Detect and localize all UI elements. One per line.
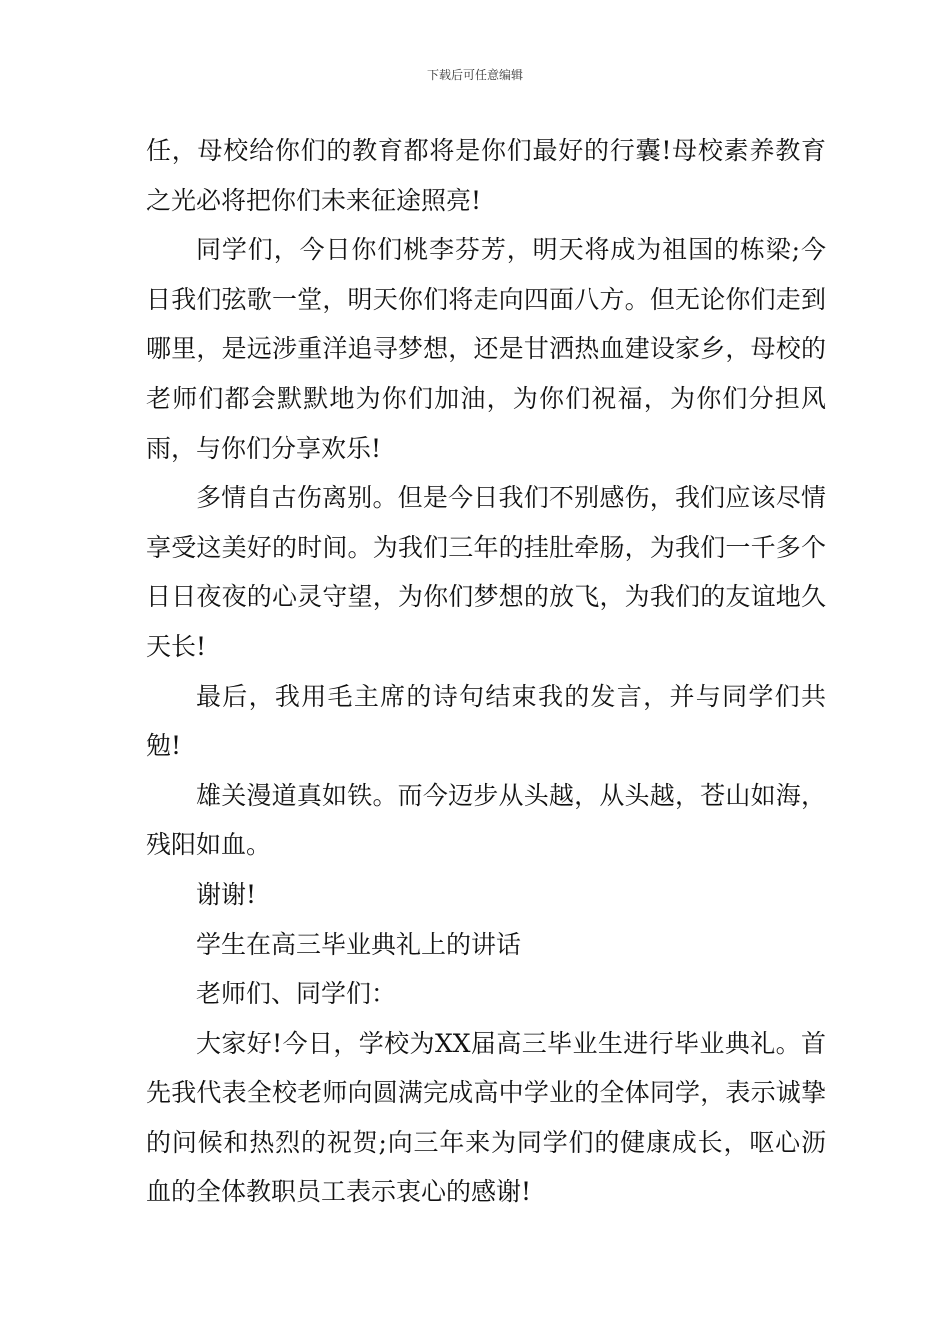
paragraph-poem: 雄关漫道真如铁。而今迈步从头越，从头越，苍山如海，残阳如血。 <box>146 780 826 860</box>
paragraph-future: 同学们，今日你们桃李芬芳，明天将成为祖国的栋梁;今日我们弦歌一堂，明天你们将走向四面八方。但无论你们走到哪里，是远涉重洋追寻梦想，还是甘洒热血建设家乡，母校的老师们都会默默地为你们加油，为你们祝福，为你们分担风雨，与你们分享欢乐! <box>146 235 826 463</box>
page-header: 下载后可任意编辑 <box>426 68 523 82</box>
salutation: 老师们、同学们： <box>196 979 397 1009</box>
paragraph-closing-poem-intro: 最后，我用毛主席的诗句结束我的发言，并与同学们共勉! <box>146 681 826 761</box>
paragraph-continuation: 任，母校给你们的教育都将是你们最好的行囊!母校素养教育之光必将把你们未来征途照亮! <box>146 136 826 215</box>
paragraph-thanks: 谢谢! <box>196 879 257 909</box>
section-title: 学生在高三毕业典礼上的讲话 <box>196 929 522 959</box>
paragraph-opening: 大家好!今日，学校为XX届高三毕业生进行毕业典礼。首先我代表全校老师向圆满完成高中学业的全体同学，表示诚挚的问候和热烈的祝贺;向三年来为同学们的健康成长，呕心沥血的全体教职员工表示衷心的感谢! <box>146 1028 826 1207</box>
document-body <box>146 126 826 1217</box>
paragraph-farewell: 多情自古伤离别。但是今日我们不别感伤，我们应该尽情享受这美好的时间。为我们三年的挂肚牵肠，为我们一千多个日日夜夜的心灵守望，为你们梦想的放飞，为我们的友谊地久天长! <box>146 483 826 661</box>
